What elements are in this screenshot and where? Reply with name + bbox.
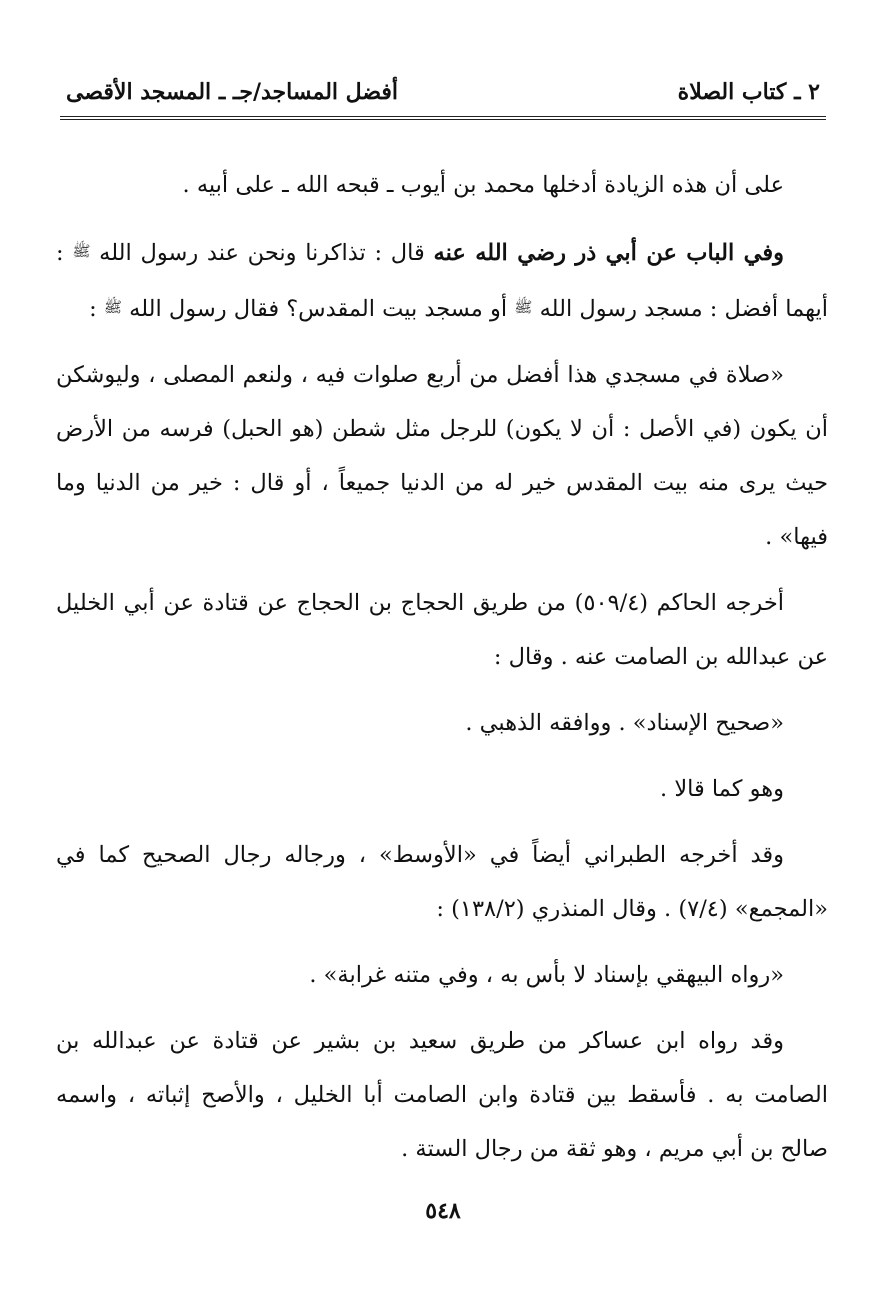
paragraph-7: وقد أخرجه الطبراني أيضاً في «الأوسط» ، ورجاله رجال الصحيح كما في «المجمع» (٧/٤) . وقال المنذري (١٣٨/٢) : [56,842,828,922]
paragraph-3-hadith: «صلاة في مسجدي هذا أفضل من أربع صلوات فيه ، ولنعم المصلى ، وليوشكن أن يكون (في الأصل : أن لا يكون) للرجل مثل شطن (هو الحبل) فرسه من الأرض حيث يرى منه بيت المقدس خير له من الدنيا جميعاً ، أو قال : خير من الدنيا وما فيها» . [56,362,828,550]
paragraph-2-text4: : [89,296,104,322]
paragraph-2-text2: : أيهما أفضل : مسجد رسول الله [56,240,828,322]
paragraph-1: على أن هذه الزيادة أدخلها محمد بن أيوب ـ قبحه الله ـ على أبيه . [182,172,784,198]
salla-glyph: ﷺ [514,298,533,316]
salla-glyph: ﷺ [72,242,91,260]
main-text [56,158,828,1188]
header-chapter: ٢ ـ كتاب الصلاة [677,79,820,105]
paragraph-2 [56,224,828,336]
paragraph-4: أخرجه الحاكم (٥٠٩/٤) من طريق الحجاج بن الحجاج عن قتادة عن أبي الخليل عن عبدالله بن الصامت عنه . وقال : [56,590,828,670]
paragraph-2-lead: وفي الباب عن أبي ذر رضي الله عنه [433,240,785,266]
header-rule [60,116,826,117]
header-section: أفضل المساجد/جـ ـ المسجد الأقصى [66,79,399,105]
paragraph-2-text3: أو مسجد بيت المقدس؟ فقال رسول الله [121,296,515,322]
paragraph-2-text1: قال : تذاكرنا ونحن عند رسول الله [90,240,434,266]
page-number: ٥٤٨ [425,1198,461,1224]
paragraph-9: وقد رواه ابن عساكر من طريق سعيد بن بشير عن قتادة عن عبدالله بن الصامت به . فأسقط بين قتادة وابن الصامت أبا الخليل ، والأصح إثباته ، واسمه صالح بن أبي مريم ، وهو ثقة من رجال الستة . [56,1028,828,1162]
running-header [66,72,820,112]
header-rule-double [60,119,826,120]
paragraph-8: «رواه البيهقي بإسناد لا بأس به ، وفي متنه غرابة» . [309,962,784,988]
paragraph-6: وهو كما قالا . [660,776,784,802]
salla-glyph: ﷺ [103,298,122,316]
paragraph-5: «صحيح الإسناد» . ووافقه الذهبي . [465,710,784,736]
